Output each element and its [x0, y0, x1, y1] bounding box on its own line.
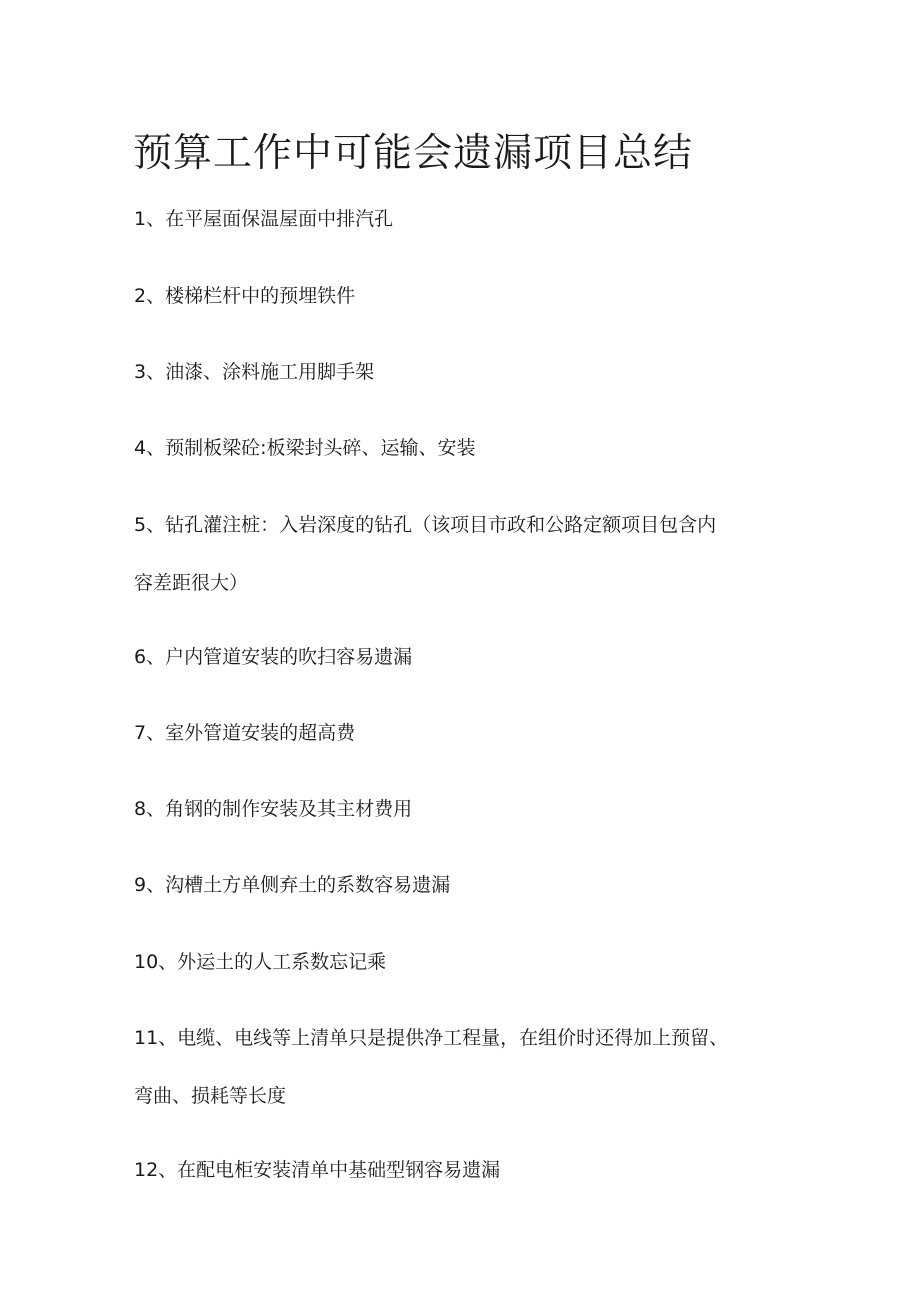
list-item-text: 5、钻孔灌注桩：入岩深度的钻孔（该项目市政和公路定额项目包含内 — [134, 514, 717, 536]
list-item-text: 12、在配电柜安装清单中基础型钢容易遗漏 — [134, 1159, 501, 1181]
list-item — [134, 856, 774, 914]
list-item-text: 4、预制板梁砼:板梁封头碎、运输、安装 — [134, 437, 476, 459]
list-item — [134, 343, 774, 401]
list-item — [134, 419, 774, 477]
list-item — [134, 190, 774, 248]
list-item — [134, 1009, 774, 1125]
list-item-text: 3、油漆、涂料施工用脚手架 — [134, 361, 375, 383]
list-item-text: 10、外运土的人工系数忘记乘 — [134, 951, 387, 973]
list-item-text-continued: 弯曲、损耗等长度 — [134, 1085, 287, 1107]
list-item-text: 11、电缆、电线等上清单只是提供净工程量，在组价时还得加上预留、 — [134, 1027, 729, 1049]
list-item — [134, 1141, 774, 1199]
list-item-text: 6、户内管道安装的吹扫容易遗漏 — [134, 646, 413, 668]
list-item — [134, 933, 774, 991]
list-item — [134, 628, 774, 686]
list-item-text: 1、在平屋面保温屋面中排汽孔 — [134, 208, 394, 230]
list-item — [134, 704, 774, 762]
list-item-text-continued: 容差距很大） — [134, 572, 249, 594]
list-item-text: 2、楼梯栏杆中的预埋铁件 — [134, 285, 356, 307]
list-item-text: 8、角钢的制作安装及其主材费用 — [134, 798, 413, 820]
list-item-text: 9、沟槽土方单侧弃土的系数容易遗漏 — [134, 874, 451, 896]
list-item — [134, 496, 774, 612]
document-title: 预算工作中可能会遗漏项目总结 — [133, 131, 694, 176]
list-item — [134, 780, 774, 838]
list-item-text: 7、室外管道安装的超高费 — [134, 722, 356, 744]
list-item — [134, 267, 774, 325]
